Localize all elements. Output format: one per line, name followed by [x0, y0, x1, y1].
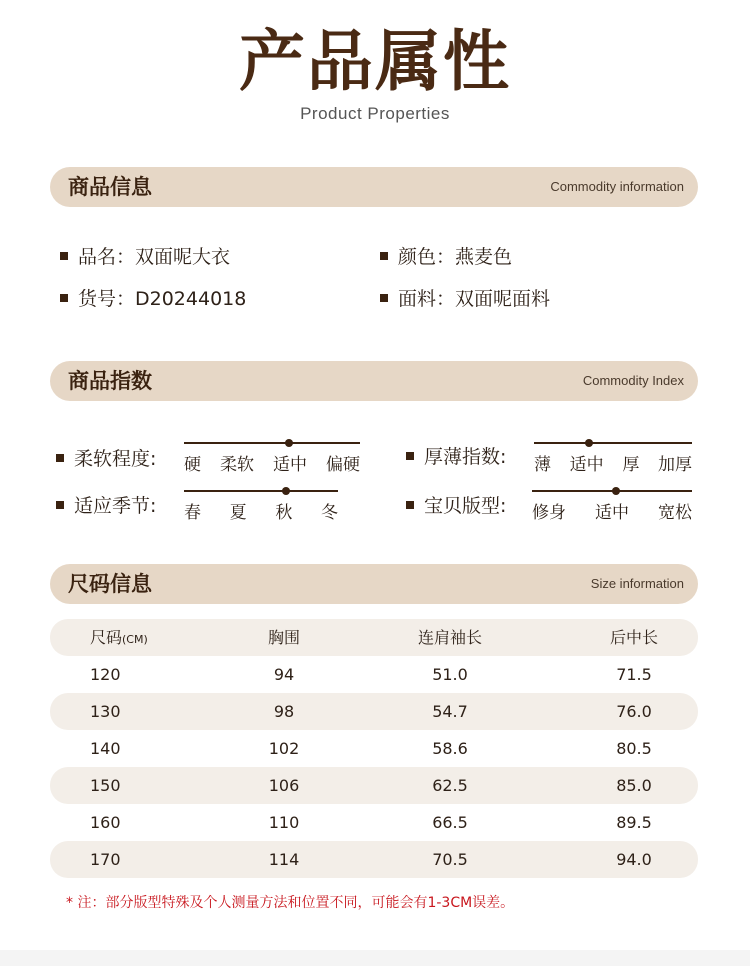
info-item-color	[380, 245, 512, 269]
size-note: * 注：部分版型特殊及个人测量方法和位置不同，可能会有1-3CM误差。	[66, 895, 515, 911]
cell-size: 120	[90, 665, 121, 684]
scale-options	[184, 450, 360, 475]
square-bullet-icon	[406, 452, 414, 460]
thickness-scale	[534, 442, 692, 475]
index-label-text: 宝贝版型:	[424, 495, 507, 517]
scale-option: 柔软	[220, 455, 254, 475]
cell-back-length: 76.0	[616, 702, 652, 721]
size-table	[50, 619, 698, 878]
scale-marker	[612, 487, 620, 495]
page-title: 产品属性	[239, 23, 511, 100]
scale-options	[184, 498, 338, 523]
header-size-text: 尺码	[90, 628, 123, 647]
cell-back-length: 89.5	[616, 813, 652, 832]
scale-options	[532, 498, 692, 523]
index-label-text: 适应季节:	[74, 495, 157, 517]
cell-chest: 94	[273, 665, 295, 684]
scale-line	[184, 490, 338, 492]
cell-size: 140	[90, 739, 121, 758]
table-row	[50, 767, 698, 804]
section-header-commodity-info	[50, 167, 698, 207]
scale-option: 薄	[534, 455, 551, 475]
scale-line	[534, 442, 692, 444]
index-label-fit	[406, 494, 506, 518]
section-header-size-info	[50, 564, 698, 604]
info-item-fabric	[380, 287, 550, 311]
season-scale	[184, 490, 338, 523]
info-item-text: 颜色：燕麦色	[398, 246, 513, 268]
square-bullet-icon	[56, 501, 64, 509]
scale-option: 适中	[569, 455, 604, 475]
cell-back-length: 71.5	[616, 665, 652, 684]
cell-chest: 110	[268, 813, 300, 832]
table-header-row	[50, 619, 698, 656]
cell-chest: 98	[273, 702, 295, 721]
cell-sleeve: 51.0	[432, 665, 468, 684]
cell-size: 170	[90, 850, 121, 869]
info-item-text: 面料：双面呢面料	[398, 288, 551, 310]
header-chest: 胸围	[267, 628, 300, 647]
square-bullet-icon	[60, 252, 68, 260]
table-row	[50, 841, 698, 878]
softness-scale	[184, 442, 360, 475]
cell-sleeve: 54.7	[432, 702, 468, 721]
header-size	[50, 619, 210, 658]
section-title-zh: 尺码信息	[68, 572, 152, 596]
scale-marker	[585, 439, 593, 447]
cell-back-length: 85.0	[616, 776, 652, 795]
scale-option: 适中	[273, 455, 307, 475]
info-item-product-name	[60, 245, 230, 269]
info-item-text: 货号：D20244018	[78, 288, 247, 310]
square-bullet-icon	[380, 294, 388, 302]
cell-chest: 106	[268, 776, 300, 795]
cell-sleeve: 70.5	[432, 850, 468, 869]
scale-option: 修身	[532, 503, 566, 523]
square-bullet-icon	[406, 501, 414, 509]
index-label-text: 柔软程度:	[74, 448, 157, 470]
square-bullet-icon	[56, 454, 64, 462]
info-item-text: 品名：双面呢大衣	[78, 246, 231, 268]
scale-option: 夏	[229, 503, 247, 523]
bottom-divider	[0, 950, 750, 966]
scale-option: 加厚	[657, 455, 692, 475]
cell-sleeve: 66.5	[432, 813, 468, 832]
square-bullet-icon	[60, 294, 68, 302]
scale-option: 秋	[275, 503, 293, 523]
scale-marker	[282, 487, 290, 495]
header-sleeve: 连肩袖长	[417, 628, 482, 647]
header-size-unit: (CM)	[122, 633, 148, 646]
scale-option: 冬	[320, 503, 338, 523]
index-label-softness	[56, 447, 156, 471]
scale-option: 硬	[184, 455, 201, 475]
section-header-commodity-index	[50, 361, 698, 401]
cell-sleeve: 58.6	[432, 739, 468, 758]
info-item-item-number	[60, 287, 246, 311]
index-label-season	[56, 494, 156, 518]
index-label-text: 厚薄指数:	[424, 446, 507, 468]
section-title-zh: 商品指数	[68, 369, 152, 393]
index-label-thickness	[406, 445, 506, 469]
scale-options	[534, 450, 692, 475]
scale-option: 适中	[595, 503, 629, 523]
scale-marker	[285, 439, 293, 447]
scale-option: 宽松	[658, 503, 692, 523]
cell-sleeve: 62.5	[432, 776, 468, 795]
fit-scale	[532, 490, 692, 523]
scale-option: 厚	[622, 455, 640, 475]
section-title-en: Commodity Index	[582, 373, 684, 388]
cell-size: 130	[90, 702, 121, 721]
scale-line	[184, 442, 360, 444]
table-row	[50, 730, 698, 767]
table-row	[50, 656, 698, 693]
header-back-length: 后中长	[609, 628, 658, 647]
section-title-zh: 商品信息	[68, 175, 152, 199]
table-row	[50, 693, 698, 730]
scale-option: 偏硬	[326, 455, 360, 475]
square-bullet-icon	[380, 252, 388, 260]
cell-chest: 102	[268, 739, 300, 758]
cell-chest: 114	[268, 850, 300, 869]
section-title-en: Commodity information	[550, 179, 684, 194]
cell-back-length: 94.0	[616, 850, 652, 869]
cell-size: 160	[90, 813, 121, 832]
table-row	[50, 804, 698, 841]
page-subtitle: Product Properties	[300, 104, 450, 123]
cell-size: 150	[90, 776, 121, 795]
cell-back-length: 80.5	[616, 739, 652, 758]
scale-option: 春	[184, 503, 201, 523]
section-title-en: Size information	[590, 576, 684, 591]
